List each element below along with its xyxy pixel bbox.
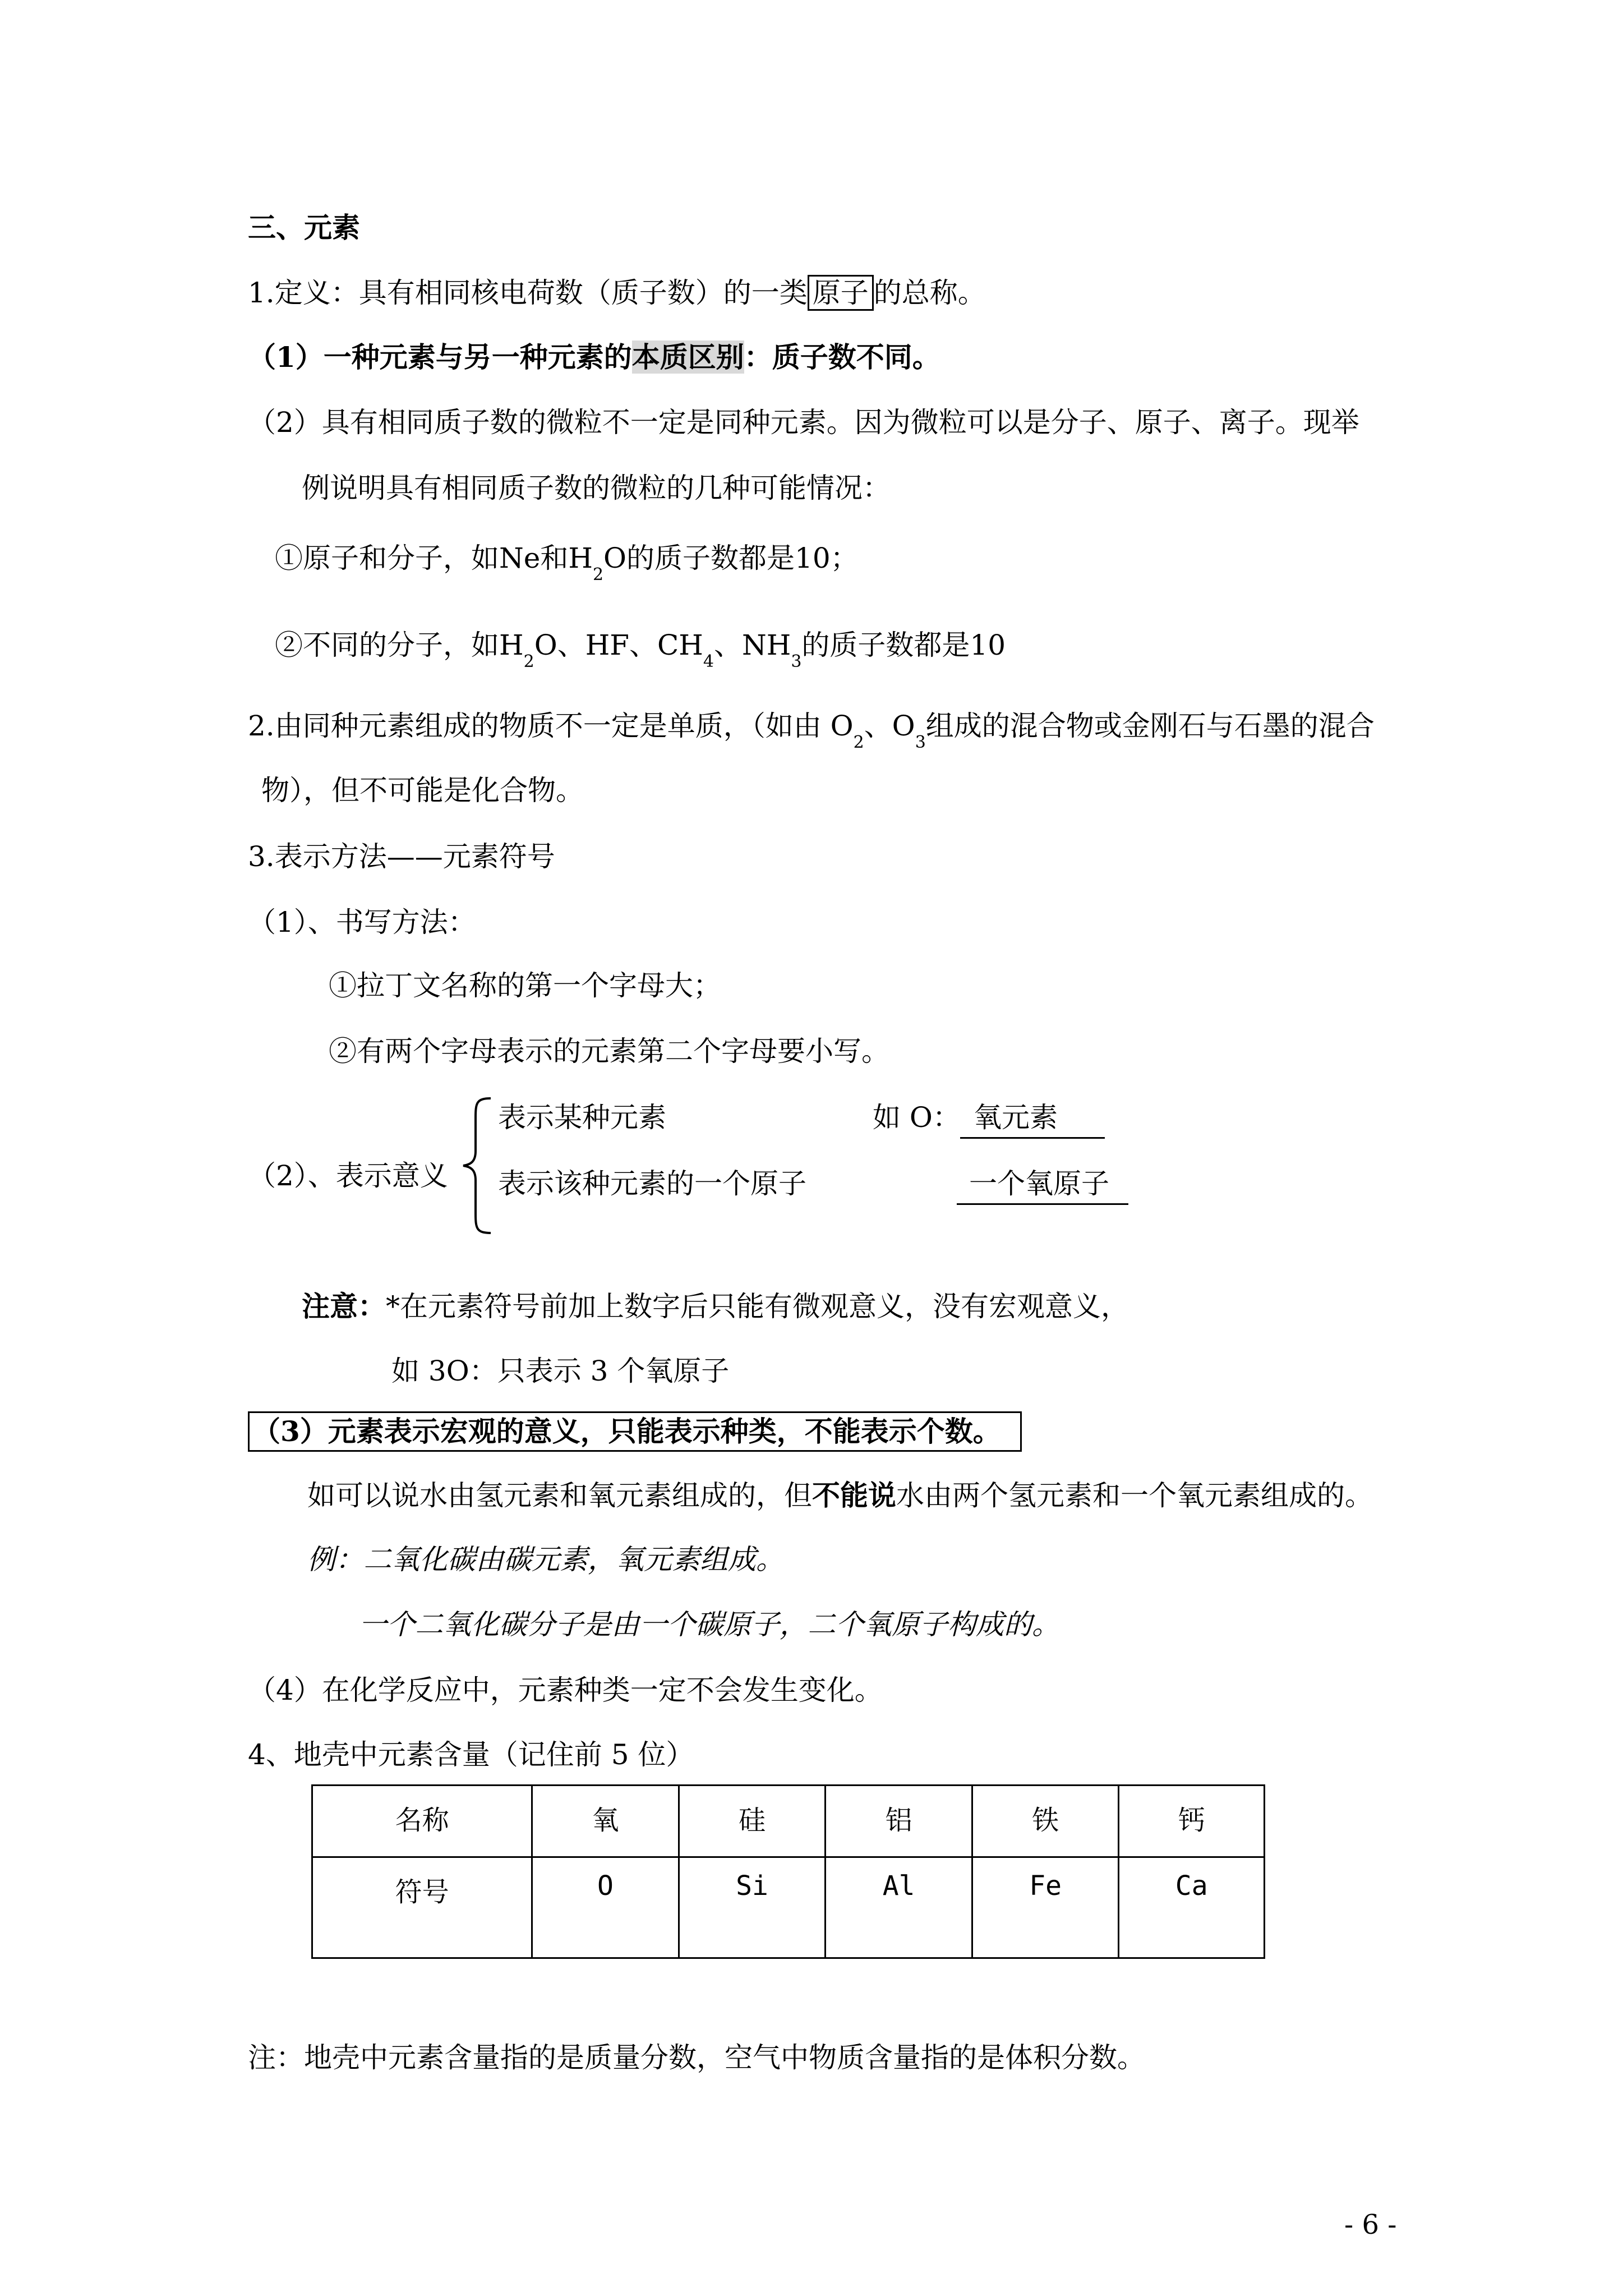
table-cell: 钙 bbox=[1119, 1786, 1265, 1857]
definition-boxed-term: 原子 bbox=[808, 275, 874, 311]
table-cell: 铁 bbox=[972, 1786, 1119, 1857]
writing-rule-2: ②有两个字母表示的元素第二个字母要小写。 bbox=[329, 1035, 889, 1068]
table-row bbox=[312, 1857, 1265, 1958]
point-1 bbox=[248, 341, 940, 374]
section-title: 三、元素 bbox=[248, 211, 360, 244]
point-2-line-2: 例说明具有相同质子数的微粒的几种可能情况： bbox=[302, 472, 891, 504]
point-2-line-1: （2）具有相同质子数的微粒不一定是同种元素。因为微粒可以是分子、原子、离子。现举 bbox=[248, 406, 1359, 439]
table-row bbox=[312, 1786, 1265, 1857]
meaning-line-2: 表示该种元素的一个原子 bbox=[498, 1167, 806, 1200]
table-cell: 铝 bbox=[826, 1786, 972, 1857]
case-1 bbox=[275, 541, 859, 585]
meaning-label: （2）、表示意义 bbox=[248, 1159, 448, 1192]
table-cell: 氧 bbox=[532, 1786, 679, 1857]
item-2-line-2: 物），但不可能是化合物。 bbox=[261, 774, 584, 807]
footnote: 注：地壳中元素含量指的是质量分数，空气中物质含量指的是体积分数。 bbox=[248, 2041, 1145, 2074]
case-2-b: O、HF、CH bbox=[534, 629, 703, 661]
attention-label: 注意： bbox=[302, 1290, 386, 1323]
case-2 bbox=[275, 628, 1006, 671]
table-cell: Ca bbox=[1119, 1857, 1265, 1958]
attention-text: *在元素符号前加上数字后只能有微观意义，没有宏观意义， bbox=[386, 1290, 1129, 1323]
case-2-sub-1: 2 bbox=[523, 652, 534, 671]
table-cell: Al bbox=[826, 1857, 972, 1958]
case-2-sub-3: 3 bbox=[791, 652, 802, 671]
point-1-pre: （1）一种元素与另一种元素的 bbox=[248, 341, 632, 374]
definition bbox=[248, 276, 986, 310]
case-2-a: ②不同的分子，如H bbox=[275, 629, 524, 661]
attention-example: 如 3O：只表示 3 个氧原子 bbox=[391, 1355, 730, 1387]
meaning-example-prefix: 如 O： bbox=[873, 1101, 961, 1134]
boxed-note: （3）元素表示宏观的意义，只能表示种类，不能表示个数。 bbox=[252, 1415, 1001, 1448]
item-2-c: 组成的混合物或金刚石与石墨的混合 bbox=[925, 710, 1375, 742]
table-cell: O bbox=[532, 1857, 679, 1958]
element-table bbox=[311, 1784, 1265, 1959]
case-2-c: 、NH bbox=[713, 629, 791, 661]
page-number: - 6 - bbox=[1344, 2209, 1397, 2240]
case-1-a: ①原子和分子，如Ne和H bbox=[275, 542, 593, 574]
water-bold: 不能说 bbox=[812, 1479, 896, 1512]
meaning-line-1: 表示某种元素 bbox=[498, 1101, 666, 1134]
water-c: 水由两个氢元素和一个氧元素组成的。 bbox=[896, 1479, 1373, 1512]
water-a: 如可以说水由氢元素和氧元素组成的，但 bbox=[307, 1479, 812, 1512]
item-4-title: 4、地壳中元素含量（记住前 5 位） bbox=[248, 1738, 694, 1771]
item-2-line-1 bbox=[248, 709, 1375, 752]
definition-post: 的总称。 bbox=[873, 277, 986, 309]
case-1-sub: 2 bbox=[592, 565, 604, 585]
point-1-highlight: 本质区别 bbox=[631, 341, 744, 374]
curly-brace bbox=[460, 1095, 494, 1235]
case-2-sub-2: 4 bbox=[703, 652, 714, 671]
item-3-title: 3.表示方法——元素符号 bbox=[248, 840, 555, 873]
table-cell: 硅 bbox=[679, 1786, 826, 1857]
definition-pre: 1.定义：具有相同核电荷数（质子数）的一类 bbox=[248, 277, 808, 309]
attention-note bbox=[302, 1290, 1129, 1323]
point-1-post: ：质子数不同。 bbox=[744, 341, 940, 374]
table-cell: Fe bbox=[972, 1857, 1119, 1958]
item-2-sub-2: 3 bbox=[915, 733, 926, 752]
item-2-a: 2.由同种元素组成的物质不一定是单质，（如由 O bbox=[248, 710, 854, 742]
table-cell: 名称 bbox=[312, 1786, 532, 1857]
writing-rule-1: ①拉丁文名称的第一个字母大； bbox=[329, 969, 721, 1002]
case-2-d: 的质子数都是10 bbox=[801, 629, 1006, 661]
item-2-sub-1: 2 bbox=[853, 733, 864, 752]
example-1: 例：二氧化碳由碳元素，氧元素组成。 bbox=[307, 1543, 784, 1576]
meaning-answer-1: 氧元素 bbox=[960, 1101, 1105, 1139]
case-1-b: O的质子数都是10； bbox=[603, 542, 859, 574]
table-cell: Si bbox=[679, 1857, 826, 1958]
table-cell: 符号 bbox=[312, 1857, 532, 1958]
item-2-b: 、O bbox=[864, 710, 915, 742]
point-4: （4）在化学反应中，元素种类一定不会发生变化。 bbox=[248, 1674, 883, 1706]
example-2: 一个二氧化碳分子是由一个碳原子，二个氧原子构成的。 bbox=[359, 1608, 1060, 1641]
water-example bbox=[307, 1479, 1373, 1512]
meaning-answer-2: 一个氧原子 bbox=[957, 1167, 1128, 1205]
writing-title: （1）、书写方法： bbox=[248, 906, 476, 938]
